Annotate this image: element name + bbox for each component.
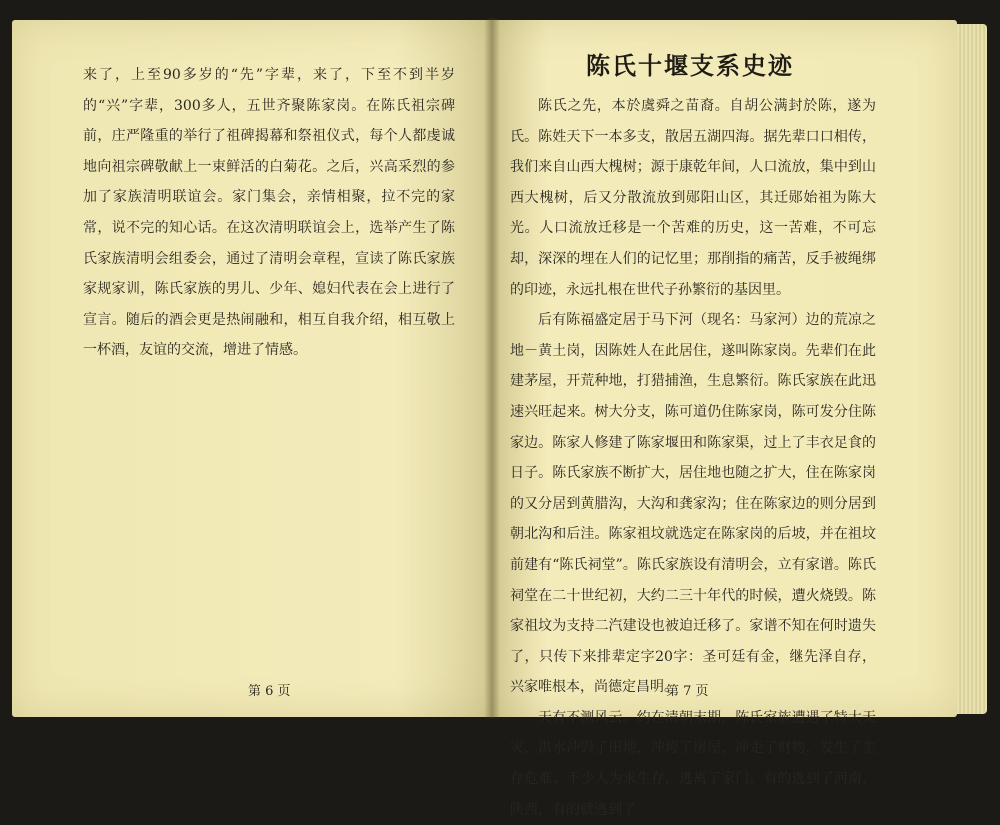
- page-edges: [957, 24, 987, 714]
- right-paragraph: 陈氏之先，本於虞舜之苗裔。自胡公满封於陈，遂为氏。陈姓天下一本多支，散居五湖四海。据先辈口口相传，我们来自山西大槐树；源于康乾年间，人口流放，集中到山西大槐树，后又分散流放到郧阳山区，其迁郧始祖为陈大光。人口流放迁移是一个苦难的历史，这一苦难，不可忘却，深深的埋在人们的记忆里；那削指的痛苦，反手被绳绑的印迹，永远扎根在世代子孙繁衍的基因里。: [510, 98, 876, 298]
- right-paragraph: 天有不测风云。约在清朝末期，陈氏家族遭遇了特大天灾，洪水冲毁了田地，冲垮了房屋，冲走了财物，发生了生存危难；不少人为求生存，逃离了家门。有的逃到了河南，陕西，有的就逃到了: [510, 709, 876, 818]
- right-paragraph: 后有陈福盛定居于马下河（现名：马家河）边的荒凉之地－黄土岗，因陈姓人在此居住，遂叫陈家岗。先辈们在此建茅屋，开荒种地，打猎捕渔，生息繁衍。陈氏家族在此迅速兴旺起来。树大分支，陈可道仍住陈家岗，陈可发分住陈家边。陈家人修建了陈家堰田和陈家渠，过上了丰衣足食的日子。陈氏家族不断扩大，居住地也随之扩大，住在陈家岗的又分居到黄腊沟，大沟和龚家沟；住在陈家边的则分居到朝北沟和后洼。陈家祖坟就选定在陈家岗的后坡，并在祖坟前建有“陈氏祠堂”。陈氏家族设有清明会，立有家谱。陈氏祠堂在二十世纪初，大约二三十年代的时候，遭火烧毁。陈家祖坟为支持二汽建设也被迫迁移了。家谱不知在何时遗失了，只传下来排辈定字20字：圣可廷有金，继先泽自存，兴家唯根本，尚德定昌明。: [510, 312, 876, 696]
- page-number-left: 第 6 页: [248, 684, 291, 699]
- left-page-body: [83, 60, 455, 366]
- page-number-right: 第 7 页: [666, 684, 709, 699]
- chapter-title: 陈氏十堰支系史迹: [586, 52, 794, 80]
- book-gutter: [484, 18, 500, 719]
- left-paragraph: 来了，上至90多岁的“先”字辈，来了，下至不到半岁的“兴”字辈，300多人，五世齐聚陈家岗。在陈氏祖宗碑前，庄严隆重的举行了祖碑揭幕和祭祖仪式，每个人都虔诚地向祖宗碑敬献上一束鲜活的白菊花。之后，兴高采烈的参加了家族清明联谊会。家门集会，亲情相聚，拉不完的家常，说不完的知心话。在这次清明联谊会上，选举产生了陈氏家族清明会组委会，通过了清明会章程，宣读了陈氏家族家规家训，陈氏家族的男儿、少年、媳妇代表在会上进行了宣言。随后的酒会更是热闹融和，相互自我介绍，相互敬上一杯酒，友谊的交流，增进了情感。: [83, 67, 455, 359]
- right-page-body: [510, 91, 876, 825]
